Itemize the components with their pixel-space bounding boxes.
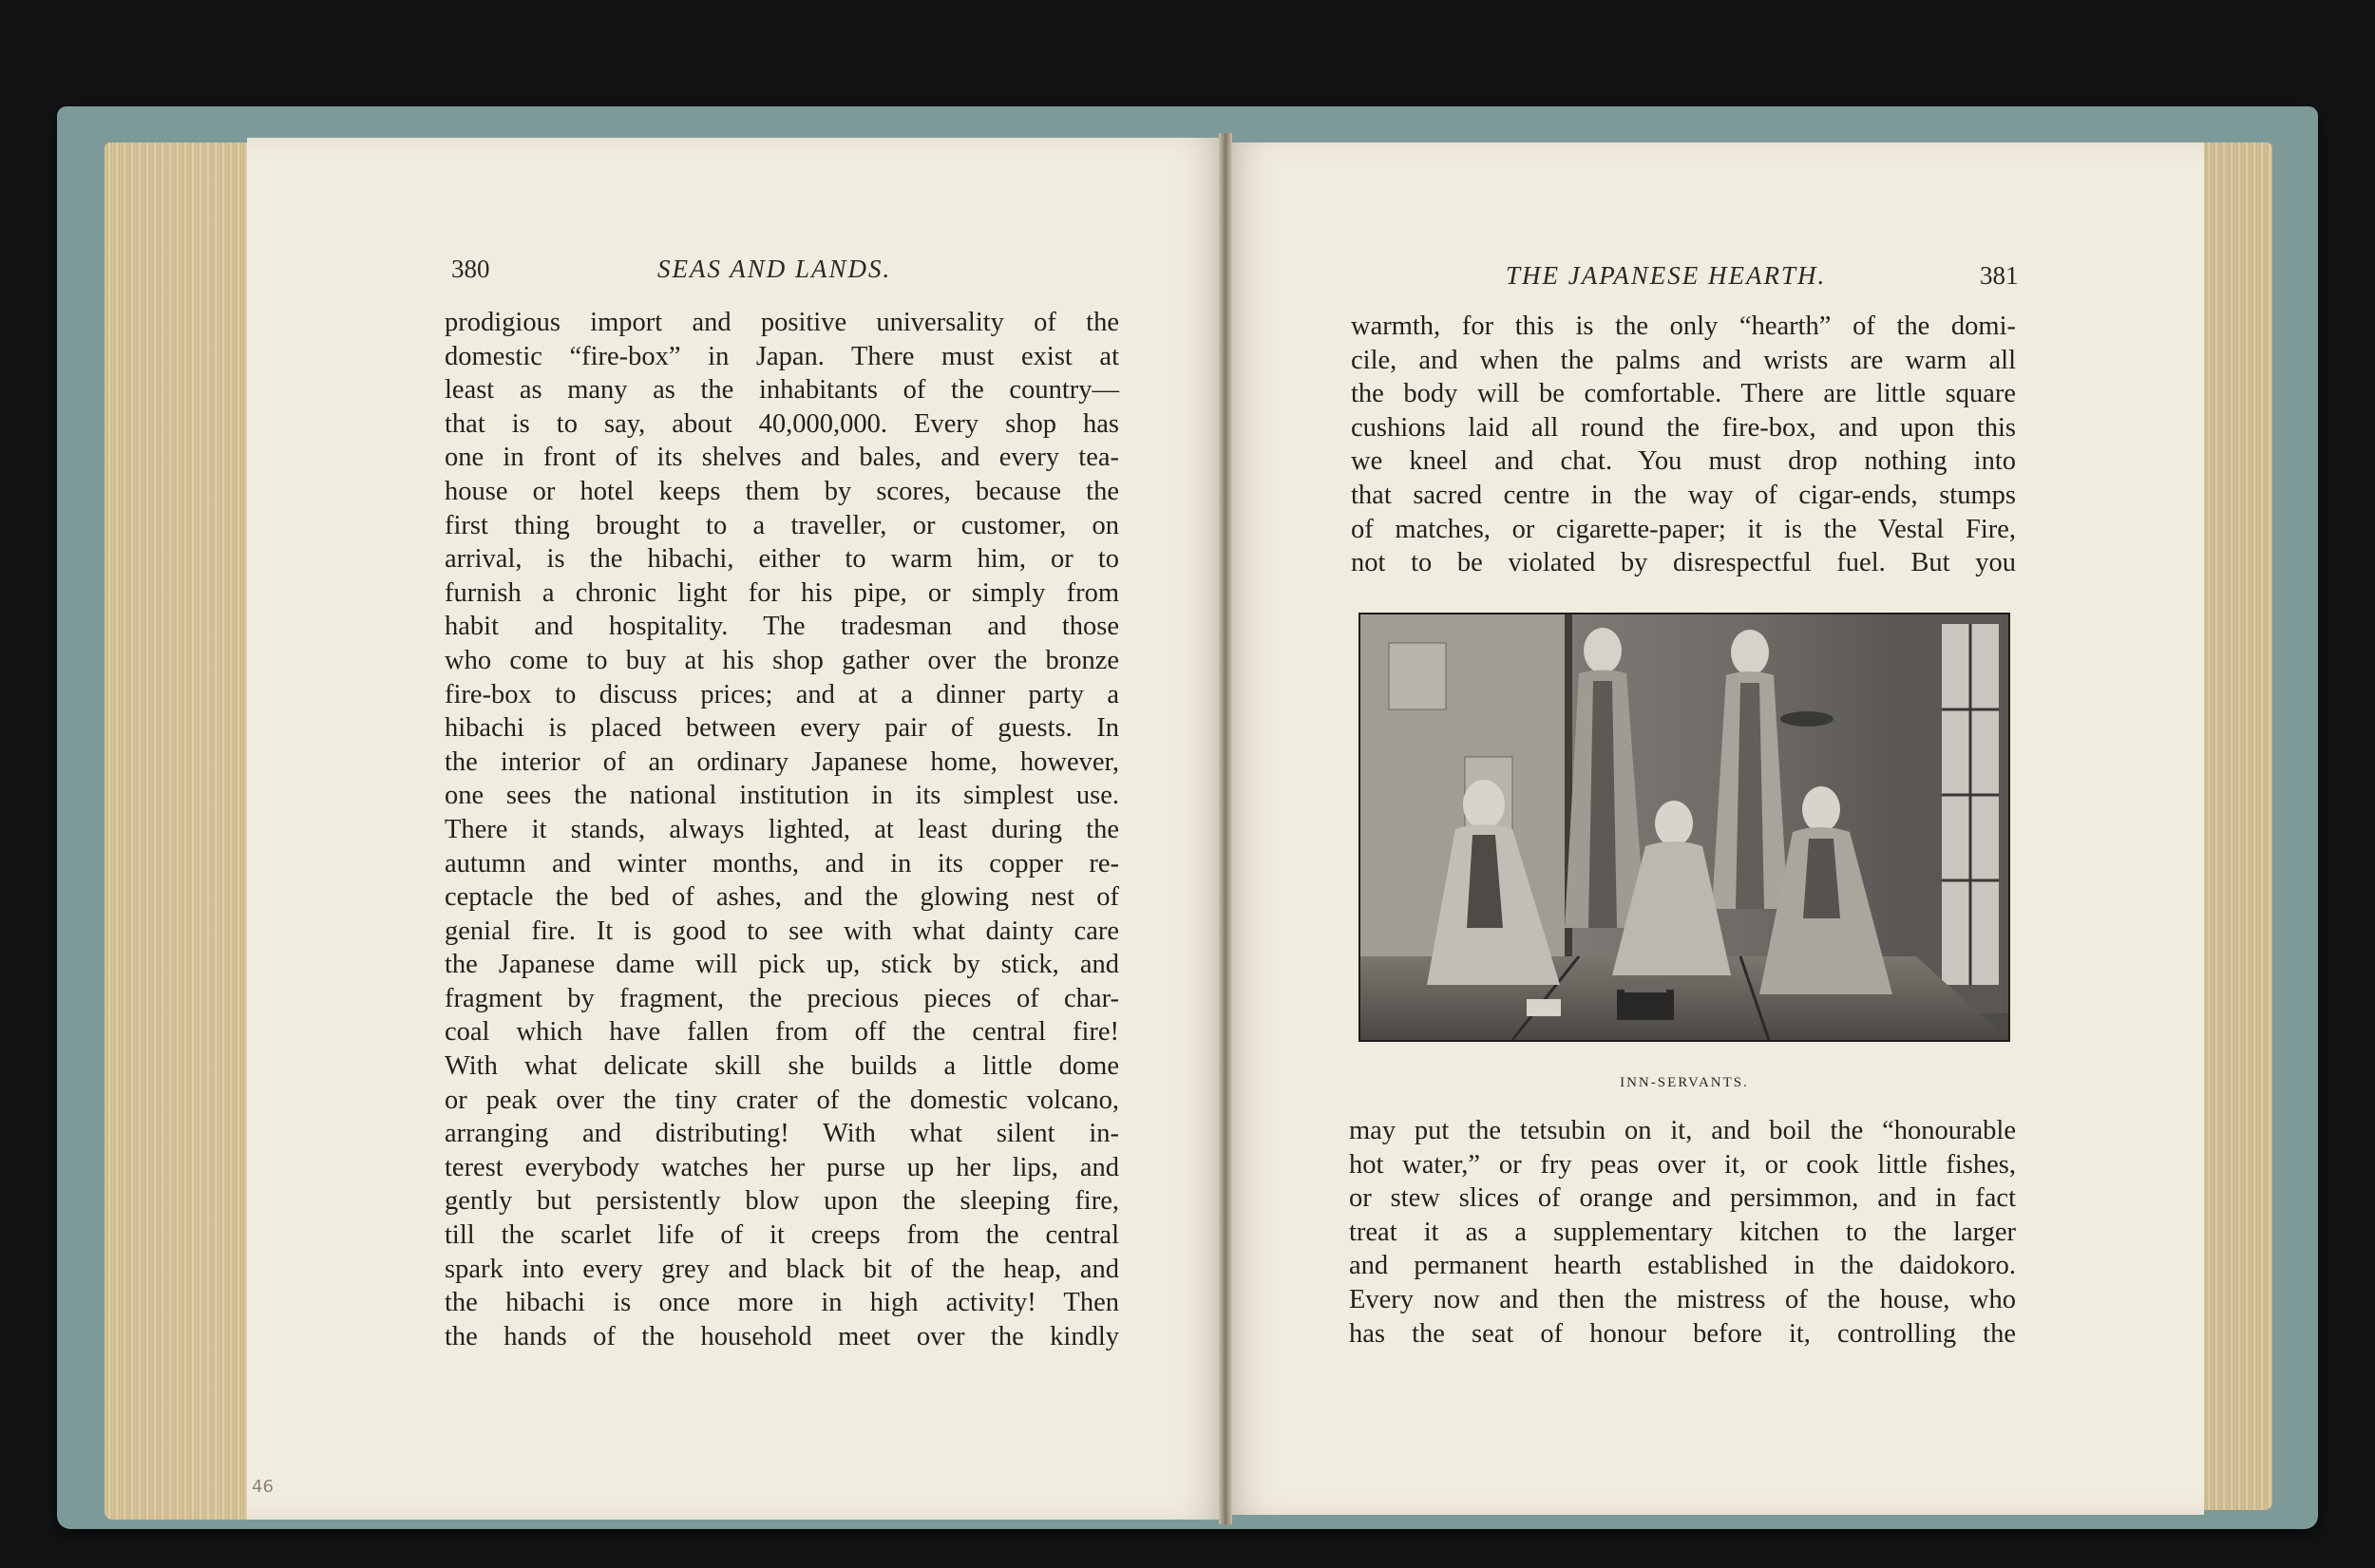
text-line: one in front of its shelves and bales, and every tea-	[445, 443, 1119, 473]
text-line: spark into every grey and black bit of the heap, and	[445, 1254, 1119, 1284]
text-line: or peak over the tiny crater of the domestic volcano,	[445, 1085, 1119, 1115]
text-line: may put the tetsubin on it, and boil the “honourable	[1349, 1116, 2016, 1145]
text-line: or stew slices of orange and persimmon, and in fact	[1349, 1183, 2016, 1214]
book-gutter	[1219, 133, 1232, 1524]
text-line: we kneel and chat. You must drop nothing into	[1351, 446, 2016, 477]
text-line: of matches, or cigarette-paper; it is the Vestal Fire,	[1351, 514, 2016, 544]
text-line: who come to buy at his shop gather over the bronze	[445, 645, 1119, 675]
text-line: the Japanese dame will pick up, stick by stick, and	[445, 950, 1119, 980]
pencil-annotation: 46	[252, 1477, 274, 1497]
text-line: has the seat of honour before it, controlling the	[1349, 1318, 2016, 1349]
left-running-title: SEAS AND LANDS.	[657, 255, 892, 283]
text-line: house or hotel keeps them by scores, because the	[445, 476, 1119, 506]
text-line: that is to say, about 40,000,000. Every shop has	[445, 408, 1119, 439]
text-line: the hibachi is once more in high activity! Then	[445, 1288, 1119, 1318]
left-page-number: 380	[451, 255, 490, 283]
text-line: habit and hospitality. The tradesman and those	[445, 612, 1119, 642]
right-page-number: 381	[1980, 261, 2019, 290]
text-line: Every now and then the mistress of the house, who	[1349, 1284, 2016, 1314]
text-line: ceptacle the bed of ashes, and the glowing nest of	[445, 882, 1119, 913]
text-line: With what delicate skill she builds a little dome	[445, 1051, 1119, 1082]
text-line: not to be violated by disrespectful fuel. But you	[1351, 548, 2016, 578]
text-line: arranging and distributing! With what silent in-	[445, 1119, 1119, 1149]
text-line: hibachi is placed between every pair of guests. In	[445, 713, 1119, 744]
text-line: the body will be comfortable. There are little square	[1351, 379, 2016, 409]
text-line: till the scarlet life of it creeps from the central	[445, 1220, 1119, 1251]
text-line: terest everybody watches her purse up her lips, and	[445, 1152, 1119, 1182]
right-body-text-top	[1351, 310, 2016, 580]
figure-caption: INN-SERVANTS.	[1620, 1075, 1749, 1090]
text-line: coal which have fallen from off the central fire!	[445, 1017, 1119, 1048]
left-body-text	[445, 306, 1119, 1353]
text-line: autumn and winter months, and in its copper re-	[445, 848, 1119, 878]
page-edges-left	[104, 142, 261, 1520]
right-running-title: THE JAPANESE HEARTH.	[1506, 261, 1827, 290]
text-line: that sacred centre in the way of cigar-ends, stumps	[1351, 480, 2016, 510]
text-line: fragment by fragment, the precious pieces of char-	[445, 983, 1119, 1013]
text-line: warmth, for this is the only “hearth” of the domi-	[1351, 312, 2016, 341]
text-line: There it stands, always lighted, at least during the	[445, 814, 1119, 844]
text-line: hot water,” or fry peas over it, or cook little fishes,	[1349, 1149, 2016, 1180]
right-body-text-bottom	[1349, 1114, 2016, 1351]
text-line: the hands of the household meet over the kindly	[445, 1321, 1119, 1351]
text-line: treat it as a supplementary kitchen to the larger	[1349, 1217, 2016, 1247]
text-line: least as many as the inhabitants of the country—	[445, 375, 1119, 406]
page-edges-right	[2196, 142, 2272, 1510]
text-line: first thing brought to a traveller, or customer, on	[445, 510, 1119, 540]
text-line: fire-box to discuss prices; and at a dinner party a	[445, 679, 1119, 709]
text-line: gently but persistently blow upon the sleeping fire,	[445, 1186, 1119, 1217]
text-line: genial fire. It is good to see with what dainty care	[445, 916, 1119, 946]
inn-servants-photograph	[1358, 613, 2010, 1042]
text-line: cile, and when the palms and wrists are warm all	[1351, 345, 2016, 375]
text-line: cushions laid all round the fire-box, and upon this	[1351, 412, 2016, 443]
text-line: domestic “fire-box” in Japan. There must exist at	[445, 341, 1119, 371]
text-line: one sees the national institution in its simplest use.	[445, 781, 1119, 811]
text-line: and permanent hearth established in the daidokoro.	[1349, 1251, 2016, 1281]
text-line: the interior of an ordinary Japanese home, however,	[445, 746, 1119, 777]
text-line: furnish a chronic light for his pipe, or simply from	[445, 577, 1119, 608]
text-line: prodigious import and positive universality of the	[445, 308, 1119, 337]
text-line: arrival, is the hibachi, either to warm him, or to	[445, 544, 1119, 575]
